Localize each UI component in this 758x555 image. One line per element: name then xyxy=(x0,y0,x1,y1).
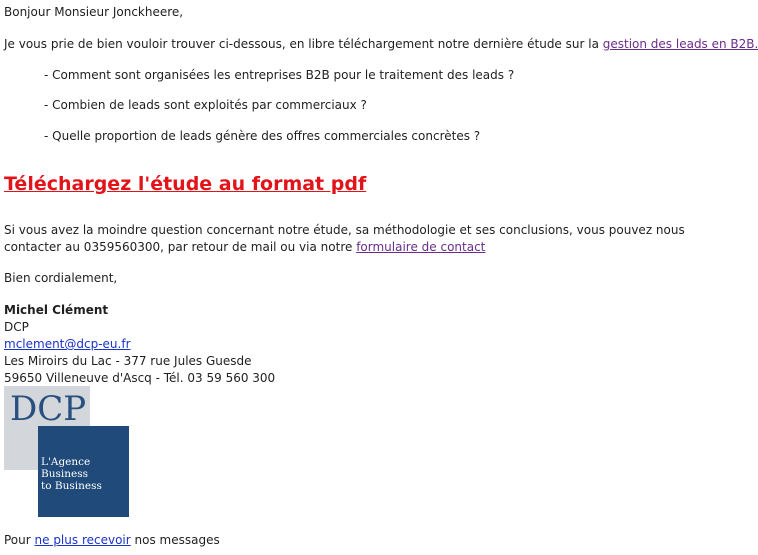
closing: Bien cordialement, xyxy=(4,271,118,285)
unsubscribe-line xyxy=(4,532,220,549)
logo-tagline-line1: L'Agence xyxy=(41,456,91,468)
unsubscribe-link[interactable]: ne plus recevoir xyxy=(34,533,131,547)
lead-management-link[interactable]: gestion des leads en B2B. xyxy=(602,37,758,51)
signature-name: Michel Clément xyxy=(4,303,109,317)
logo-tagline-line2: Business xyxy=(41,468,88,480)
bullet-item-2: - Combien de leads sont exploités par commerciaux ? xyxy=(44,98,367,112)
contact-paragraph xyxy=(4,222,709,256)
contact-text: Si vous avez la moindre question concernant notre étude, sa méthodologie et ses conclusions, vous pouvez nous contacter au 0359560300, par retour de mail ou via notre xyxy=(4,223,685,254)
unsubscribe-prefix: Pour xyxy=(4,533,35,547)
bullet-item-3: - Quelle proportion de leads génère des offres commerciales concrètes ? xyxy=(44,129,481,143)
unsubscribe-suffix: nos messages xyxy=(130,533,220,547)
contact-form-link[interactable]: formulaire de contact xyxy=(356,240,486,254)
email-link[interactable]: mclement@dcp-eu.fr xyxy=(4,337,131,351)
logo-tagline xyxy=(41,456,102,492)
bullet-item-1: - Comment sont organisées les entreprises B2B pour le traitement des leads ? xyxy=(44,68,515,82)
logo-tagline-line3: to Business xyxy=(41,480,102,492)
signature-company: DCP xyxy=(4,320,29,334)
logo-mark: DCP xyxy=(10,389,87,429)
greeting: Bonjour Monsieur Jonckheere, xyxy=(4,5,184,19)
intro-text: Je vous prie de bien vouloir trouver ci-dessous, en libre téléchargement notre dernière étude sur la xyxy=(4,37,603,51)
signature-email xyxy=(4,336,131,353)
signature-address: Les Miroirs du Lac - 377 rue Jules Guesde xyxy=(4,354,252,368)
dcp-logo xyxy=(4,386,130,518)
intro-paragraph xyxy=(4,36,758,53)
download-pdf-link[interactable]: Téléchargez l'étude au format pdf xyxy=(4,173,367,195)
signature-city-phone: 59650 Villeneuve d'Ascq - Tél. 03 59 560 300 xyxy=(4,371,276,385)
